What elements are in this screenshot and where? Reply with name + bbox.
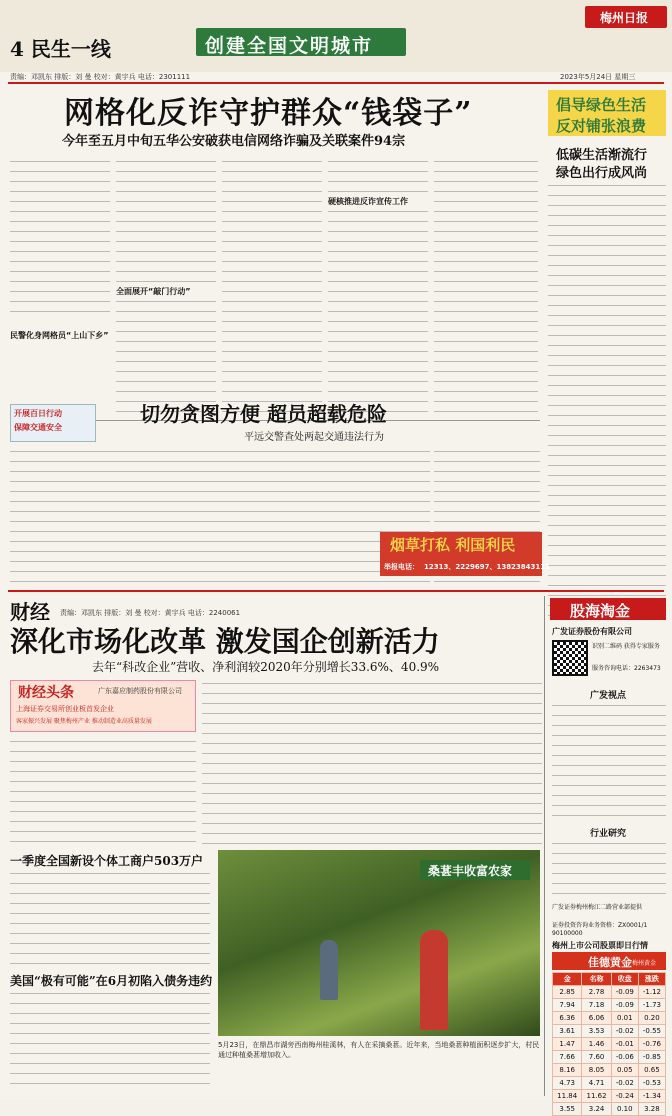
- traffic-headline: 切勿贪图方便 超员超载危险: [140, 402, 387, 426]
- table-cell: 8.05: [582, 1064, 611, 1077]
- gold-price-table: [552, 972, 666, 1116]
- report-phone-label: 举报电话：: [384, 563, 419, 571]
- page-label: 4 民生一线: [10, 37, 111, 61]
- table-cell: -1.34: [638, 1090, 665, 1103]
- table-header-cell: 名称: [582, 973, 611, 986]
- table-row: [553, 1103, 666, 1116]
- newspaper-name: 梅州日报: [600, 11, 649, 25]
- table-cell: 7.66: [553, 1051, 582, 1064]
- table-cell: 4.73: [553, 1077, 582, 1090]
- table-cell: -0.06: [611, 1051, 638, 1064]
- traffic-subhead: 平远交警查处两起交通违法行为: [244, 432, 384, 443]
- column-tag: 财经头条: [18, 685, 74, 701]
- masthead-info: 责编：邓凯东 排版：刘 曼 校对：黄宇兵 电话：2301111: [10, 73, 191, 81]
- table-cell: 4.71: [582, 1077, 611, 1090]
- table-cell: -0.09: [611, 986, 638, 999]
- footer-note: 证券投资咨询业务资格：ZX0001/1 90100000: [552, 922, 648, 937]
- table-cell: 11.84: [553, 1090, 582, 1103]
- body-column-6: [548, 182, 666, 622]
- header-divider: [8, 82, 664, 84]
- table-cell: 3.53: [582, 1025, 611, 1038]
- table-cell: 2.85: [553, 986, 582, 999]
- promo-story-title-1: 低碳生活渐流行: [556, 148, 648, 163]
- table-cell: 0.01: [611, 1012, 638, 1025]
- table-cell: -0.76: [638, 1038, 665, 1051]
- right-title: 股海淘金: [570, 602, 631, 620]
- finance-body-2: [202, 680, 542, 848]
- table-cell: 3.24: [582, 1103, 611, 1116]
- masthead-date: 2023年5月24日 星期三: [560, 73, 636, 81]
- table-cell: -1.73: [638, 999, 665, 1012]
- table-cell: 3.55: [553, 1103, 582, 1116]
- finance-info: 责编：邓凯东 排版：刘 曼 校对：黄宇兵 电话：2240061: [60, 609, 241, 617]
- table-cell: -0.55: [638, 1025, 665, 1038]
- gold-title: 梅州上市公司股票即日行情: [552, 941, 648, 950]
- section-research: 行业研究: [590, 829, 627, 839]
- table-cell: -0.85: [638, 1051, 665, 1064]
- report-phones: 12313、2229697、13823843111: [424, 563, 551, 571]
- qr-code: [552, 640, 588, 676]
- broker-name: 广发证券股份有限公司: [552, 627, 632, 636]
- traffic-ad-line2: 保障交通安全: [14, 423, 62, 432]
- table-header-cell: 金: [553, 973, 582, 986]
- table-cell: 8.16: [553, 1064, 582, 1077]
- table-cell: 11.62: [582, 1090, 611, 1103]
- table-cell: -0.53: [638, 1077, 665, 1090]
- table-cell: 6.36: [553, 1012, 582, 1025]
- gold-brand: 佳德黄金: [588, 956, 632, 969]
- table-cell: -0.09: [611, 999, 638, 1012]
- table-row: [553, 1038, 666, 1051]
- photo-title: 桑葚丰收富农家: [428, 864, 513, 878]
- lead-headline: 网格化反诈守护群众“钱袋子”: [64, 96, 473, 131]
- table-cell: -0.01: [611, 1038, 638, 1051]
- qr-text: 识别二维码 获得专家服务: [592, 643, 660, 650]
- story2-title: 美国“极有可能”在6月初陷入债务违约: [10, 974, 213, 988]
- traffic-body: [10, 448, 430, 586]
- ribbon-1: 上海证券交易所创业板首发企业: [16, 705, 114, 713]
- finance-subhead: 去年“科改企业”营收、净利润较2020年分别增长33.6%、40.9%: [92, 660, 440, 674]
- table-header-cell: 收盘: [611, 973, 638, 986]
- table-cell: 7.60: [582, 1051, 611, 1064]
- table-cell: -0.02: [611, 1077, 638, 1090]
- story2-body: [10, 990, 210, 1090]
- finance-headline: 深化市场化改革 激发国企创新活力: [10, 625, 440, 658]
- table-row: [553, 1012, 666, 1025]
- table-cell: 0.05: [611, 1064, 638, 1077]
- table-cell: 1.47: [553, 1038, 582, 1051]
- body-column-5: [434, 158, 538, 418]
- table-cell: -0.24: [611, 1090, 638, 1103]
- section-divider: [8, 590, 664, 592]
- body-column-1: [10, 158, 110, 318]
- story1-title: 一季度全国新设个体工商户503万户: [10, 854, 204, 868]
- subheading-a: 民警化身网格员“上山下乡”: [10, 331, 109, 340]
- table-row: [553, 986, 666, 999]
- lead-subhead: 今年至五月中旬五华公安破获电信网络诈骗及关联案件94宗: [62, 134, 406, 149]
- table-cell: -0.02: [611, 1025, 638, 1038]
- right-column-divider: [544, 596, 545, 1096]
- ribbon-2: 客家振兴发展 聚焦梅州产业 推动制造业高质量发展: [16, 718, 152, 725]
- table-cell: 7.18: [582, 999, 611, 1012]
- story1-body: [10, 870, 210, 970]
- promo-line-1: 倡导绿色生活: [556, 96, 647, 114]
- photo-figure-right: [420, 930, 448, 1030]
- section-viewpoint: 广发视点: [590, 691, 627, 701]
- promo-line-2: 反对铺张浪费: [556, 117, 647, 135]
- column-sponsor: 广东嘉应制药股份有限公司: [98, 687, 182, 695]
- subheading-b: 硬核推进反诈宣传工作: [328, 196, 428, 207]
- banner-text: 创建全国文明城市: [205, 35, 374, 57]
- footer-credit: 广发证券梅州梅江二路营业部提供: [552, 904, 643, 911]
- finance-body: [10, 738, 196, 848]
- photo-figure-left: [320, 940, 338, 1000]
- hotline: 服务咨询电话：2263473: [592, 665, 661, 672]
- table-cell: 0.10: [611, 1103, 638, 1116]
- table-row: [553, 1051, 666, 1064]
- table-cell: 0.65: [638, 1064, 665, 1077]
- table-cell: -1.12: [638, 986, 665, 999]
- subheading-network: 全面展开“敲门行动”: [116, 286, 216, 297]
- traffic-ad-line1: 开展百日行动: [14, 409, 62, 418]
- table-cell: 3.28: [638, 1103, 665, 1116]
- table-cell: 1.46: [582, 1038, 611, 1051]
- table-cell: 0.20: [638, 1012, 665, 1025]
- viewpoint-body: [552, 702, 666, 822]
- table-cell: 6.06: [582, 1012, 611, 1025]
- table-header-cell: 涨跌: [638, 973, 665, 986]
- table-row: [553, 1077, 666, 1090]
- table-row: [553, 1064, 666, 1077]
- table-row: [553, 1090, 666, 1103]
- research-body: [552, 840, 666, 900]
- photo-caption: 5月23日，在鼎昌市湖旁西南梅州桂溪林，有人在采摘桑葚。近年来，当地桑葚种植面积逐步扩大，村民通过种植桑葚增加收入。: [218, 1041, 540, 1059]
- finance-label: 财经: [10, 600, 50, 624]
- table-cell: 3.61: [553, 1025, 582, 1038]
- promo-story-title-2: 绿色出行成风尚: [556, 166, 648, 181]
- table-row: [553, 999, 666, 1012]
- body-column-3: [222, 158, 322, 418]
- gold-sub: 梅州黄金: [632, 960, 657, 967]
- table-cell: 2.78: [582, 986, 611, 999]
- table-row: [553, 1025, 666, 1038]
- table-cell: 7.94: [553, 999, 582, 1012]
- report-title: 烟草打私 利国利民: [390, 536, 516, 554]
